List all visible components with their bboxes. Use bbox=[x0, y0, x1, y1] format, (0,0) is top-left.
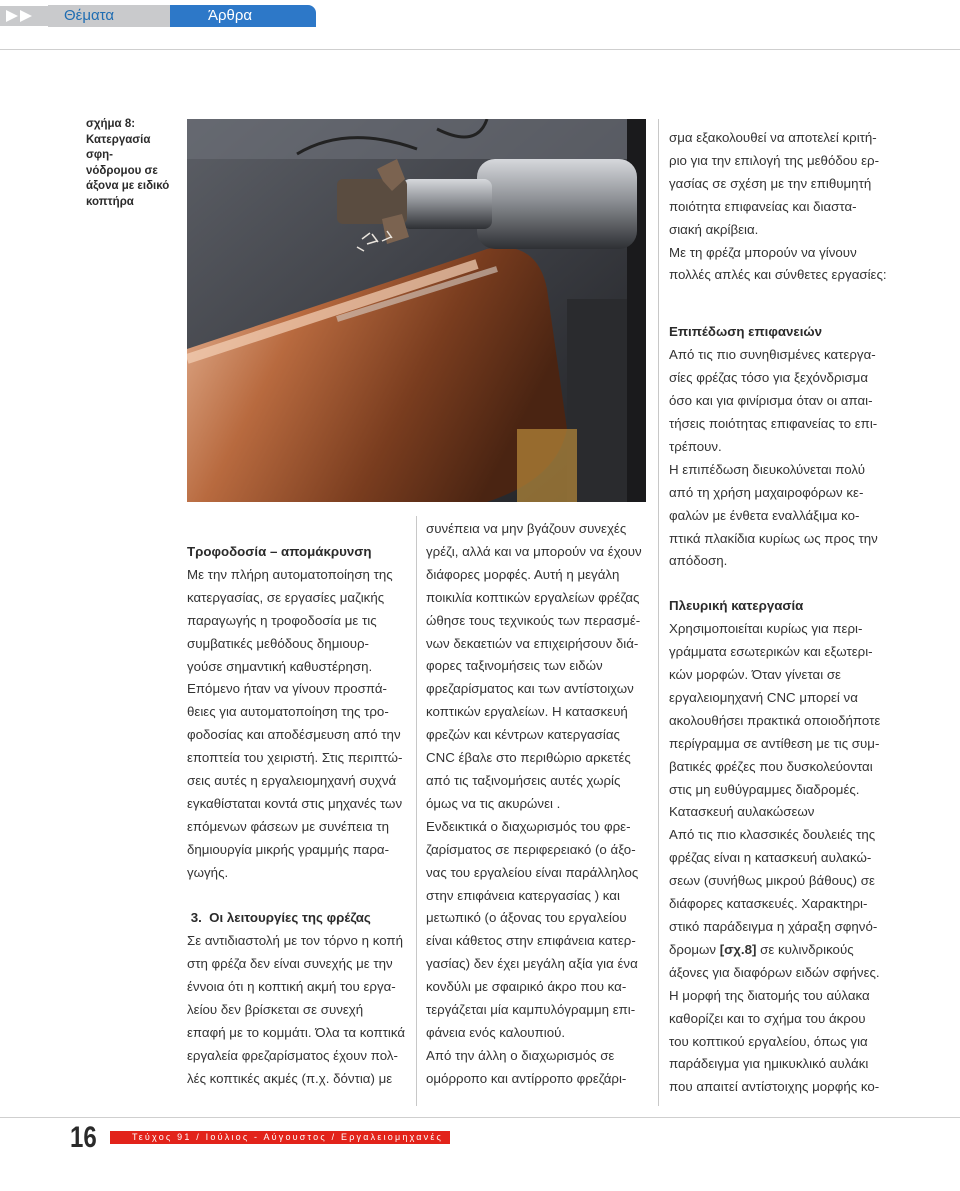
footer-divider bbox=[0, 1117, 960, 1118]
text-line: εγκαθίσταται κοντά στις μηχανές των bbox=[187, 795, 403, 811]
text-line: γασίας σε σχέση με την επιθυμητή bbox=[669, 175, 872, 191]
column-divider bbox=[416, 516, 417, 1106]
text-line: Από τις πιο συνηθισμένες κατεργα- bbox=[669, 347, 876, 363]
text-line: λείου δεν βρίσκεται σε συνεχή bbox=[187, 1002, 364, 1018]
text-line: φρέζας είναι η κατασκευή αυλακώ- bbox=[669, 850, 872, 866]
text-line: εργαλειομηχανή CNC μπορεί να bbox=[669, 689, 858, 705]
text-line: από τις ταξινομήσεις αυτές χωρίς bbox=[426, 772, 621, 788]
text-line: Χρησιμοποιείται κυρίως για περι- bbox=[669, 621, 863, 637]
text-line: περίγραμμα σε αντίθεση με τις συμ- bbox=[669, 735, 880, 751]
text-line: φρεζών και κέντρων κατεργασίας bbox=[426, 727, 620, 743]
section-heading-trofodosia: Τροφοδοσία – απομάκρυνση bbox=[187, 544, 372, 559]
text-line: ζαρίσματος σε περιφερειακό (ο άξο- bbox=[426, 841, 636, 857]
text-line: φρεζαρίσματος και των αντίστοιχων bbox=[426, 681, 634, 697]
text-line: Με τη φρέζα μπορούν να γίνουν bbox=[669, 244, 857, 260]
section-heading-epipedosi: Επιπέδωση επιφανειών bbox=[669, 324, 823, 340]
text-line: γρέζι, αλλά και να μπορούν να έχουν bbox=[426, 543, 642, 559]
text-line: όσο και για φινίρισμα όταν οι απαι- bbox=[669, 393, 873, 409]
column-divider bbox=[658, 119, 659, 1106]
text-line: Κατασκευή αυλακώσεων bbox=[669, 804, 815, 820]
header-arrow-icon bbox=[0, 6, 48, 26]
text-line: τεργάζεται μία καμπυλόγραμμη επι- bbox=[426, 1002, 636, 1018]
text-line: Ενδεικτικά ο διαχωρισμός του φρε- bbox=[426, 818, 631, 834]
caption-line: σχήμα 8: bbox=[86, 118, 136, 130]
article-column-1 bbox=[187, 541, 408, 1091]
text-line: Με την πλήρη αυτοματοποίηση της bbox=[187, 566, 393, 582]
text-line: ποιότητα επιφανείας και διαστα- bbox=[669, 198, 857, 214]
text-line: τρέπουν. bbox=[669, 438, 722, 454]
header-divider bbox=[0, 49, 960, 50]
text-line: του κοπτικού εργαλείου, όπως για bbox=[669, 1033, 868, 1049]
text-line: ακολουθήσει πρακτικά οποιοδήποτε bbox=[669, 712, 881, 728]
text-line: Από την άλλη ο διαχωρισμός σε bbox=[426, 1047, 615, 1063]
text-line: πολλές απλές και σύνθετες εργασίες: bbox=[669, 267, 887, 283]
text-line: στις μη ευθύγραμμες διαδρομές. bbox=[669, 781, 860, 797]
text-line: επαφή με το κομμάτι. Όλα τα κοπτικά bbox=[187, 1025, 406, 1041]
text-line: νων δεκαετιών να επιχειρήσουν διά- bbox=[426, 635, 639, 651]
text-line: Η μορφή της διατομής του αύλακα bbox=[669, 987, 870, 1003]
text-line: Από τις πιο κλασσικές δουλειές της bbox=[669, 827, 876, 843]
text-line: σιακή ακρίβεια. bbox=[669, 221, 759, 237]
text-line: ομόρροπο και αντίρροπο φρεζάρι- bbox=[426, 1070, 627, 1086]
text-line: παραγωγής η τροφοδοσία με τις bbox=[187, 612, 377, 628]
text-line: φορες ταξινομήσεις των ειδών bbox=[426, 658, 603, 674]
text-line: εποπτεία του χειριστή. Στις περιπτώ- bbox=[187, 750, 403, 766]
text-line: όμως να τις ακυρώνει . bbox=[426, 795, 561, 811]
text-line: γασίας) δεν έχει μεγάλη αξία για ένα bbox=[426, 956, 638, 972]
text-line: σμα εξακολουθεί να αποτελεί κριτή- bbox=[669, 130, 877, 145]
section-heading-pleuriki: Πλευρική κατεργασία bbox=[669, 598, 804, 614]
caption-line: νόδρομου σε bbox=[86, 164, 158, 177]
text-line: κονδύλι με σφαιρικό άκρο που κα- bbox=[426, 979, 627, 995]
text-line: κών μορφών. Όταν γίνεται σε bbox=[669, 667, 841, 683]
text-line: που απαιτεί αντίστοιχης μορφής κο- bbox=[669, 1079, 880, 1095]
text-line: στην επιφάνεια κατεργασίας ) και bbox=[426, 887, 620, 903]
text-line: ώθησε τους τεχνικούς των περασμέ- bbox=[426, 612, 641, 628]
text-line: φάνεια ενός καλουπιού. bbox=[426, 1024, 566, 1040]
text-line: Επόμενο ήταν να γίνουν προσπά- bbox=[187, 681, 387, 697]
text-line-with-ref bbox=[669, 939, 890, 962]
text-line: βατικές φρέζες που δυσκολεύονται bbox=[669, 758, 873, 774]
text-line: φοδοσίας και αποδέσμευση από την bbox=[187, 727, 401, 743]
text-line: σεων (συνήθως μικρού βάθους) σε bbox=[669, 873, 875, 889]
text-line: γράμματα εσωτερικών και εξωτερι- bbox=[669, 644, 873, 660]
text-line: απόδοση. bbox=[669, 553, 728, 569]
text-line: διάφορες μορφές. Αυτή η μεγάλη bbox=[426, 566, 620, 582]
text-line: κοπτικών εργαλείων. Η κατασκευή bbox=[426, 704, 628, 720]
section-heading-leitourgies: 3. Οι λειτουργίες της φρέζας bbox=[187, 910, 371, 926]
text-fragment: δρομων bbox=[669, 941, 720, 957]
text-line: είναι κάθετος στην επιφάνεια κατερ- bbox=[426, 933, 636, 949]
text-line: στη φρέζα δεν είναι συνεχής με την bbox=[187, 956, 393, 972]
text-line: από τη χρήση μαχαιροφόρων κε- bbox=[669, 484, 864, 500]
text-line: διάφορες κατασκευές. Χαρακτηρι- bbox=[669, 896, 868, 912]
text-line: παράδειγμα για ημικυκλικό αυλάκι bbox=[669, 1056, 869, 1072]
text-line: συμβατικές μεθόδους δημιουρ- bbox=[187, 635, 369, 651]
text-line: εργαλεία φρεζαρίσματος έχουν πολ- bbox=[187, 1047, 398, 1063]
milling-photo bbox=[187, 119, 646, 502]
text-line: δημιουργία μικρής γραμμής παρα- bbox=[187, 841, 390, 857]
text-line: Η επιπέδωση διευκολύνεται πολύ bbox=[669, 461, 866, 477]
text-line: σεις αυτές η εργαλειομηχανή συχνά bbox=[187, 773, 397, 789]
figure-reference: [σχ.8] bbox=[719, 941, 757, 957]
text-line: καθορίζει και το σχήμα του άκρου bbox=[669, 1010, 866, 1026]
article-column-2 bbox=[426, 518, 648, 1091]
text-line: ποικιλία κοπτικών εργαλείων φρέζας bbox=[426, 589, 640, 605]
caption-line: Κατεργασία σφη- bbox=[86, 133, 151, 161]
text-line: γωγής. bbox=[187, 864, 229, 880]
caption-line: κοπτήρα bbox=[86, 195, 134, 208]
text-line: νας του εργαλείου είναι παράλληλος bbox=[426, 864, 639, 880]
text-line: έννοια ότι η κοπτική ακμή του εργα- bbox=[187, 979, 396, 995]
text-line: συνέπεια να μην βγάζουν συνεχές bbox=[426, 521, 627, 536]
text-line: τήσεις ποιότητας επιφανείας το επι- bbox=[669, 415, 878, 431]
text-line: κατεργασίας, σε εργασίες μαζικής bbox=[187, 589, 385, 605]
text-fragment: σε κυλινδρικούς bbox=[756, 941, 854, 957]
text-line: επόμενων φάσεων με συνέπεια τη bbox=[187, 818, 390, 834]
text-line: φαλών με ένθετα εναλλάξιμα κο- bbox=[669, 507, 860, 523]
text-line: λές κοπτικές ακμές (π.χ. δόντια) με bbox=[187, 1070, 393, 1086]
tab-arthra[interactable]: Άρθρα bbox=[170, 5, 316, 27]
text-line: Σε αντιδιαστολή με τον τόρνο η κοπή bbox=[187, 933, 403, 949]
text-line: σίες φρέζας τόσο για ξεχόνδρισμα bbox=[669, 370, 869, 386]
article-column-3 bbox=[669, 127, 890, 1099]
caption-line: άξονα με ειδικό bbox=[86, 180, 170, 192]
text-line: CNC έβαλε στο περιθώριο αρκετές bbox=[426, 750, 631, 766]
page-number: 16 bbox=[70, 1121, 97, 1154]
text-line: πτικά πλακίδια κυρίως ως προς την bbox=[669, 530, 878, 546]
text-line: θειες για αυτοματοποίηση της τρο- bbox=[187, 704, 389, 720]
text-line: μετωπικό (ο άξονας του εργαλείου bbox=[426, 910, 627, 926]
text-line: γούσε σημαντική καθυστέρηση. bbox=[187, 658, 373, 674]
issue-banner: Τεύχος 91 / Ιούλιος - Αύγουστος / Εργαλειομηχανές bbox=[110, 1131, 450, 1144]
text-line: άξονες για διαφόρων ειδών σφήνες. bbox=[669, 964, 880, 980]
figure-caption bbox=[86, 117, 176, 210]
text-line: ριο για την επιλογή της μεθόδου ερ- bbox=[669, 152, 880, 168]
tab-themata[interactable]: Θέματα bbox=[48, 5, 170, 27]
text-line: στικό παράδειγμα η χάραξη σφηνό- bbox=[669, 919, 878, 934]
